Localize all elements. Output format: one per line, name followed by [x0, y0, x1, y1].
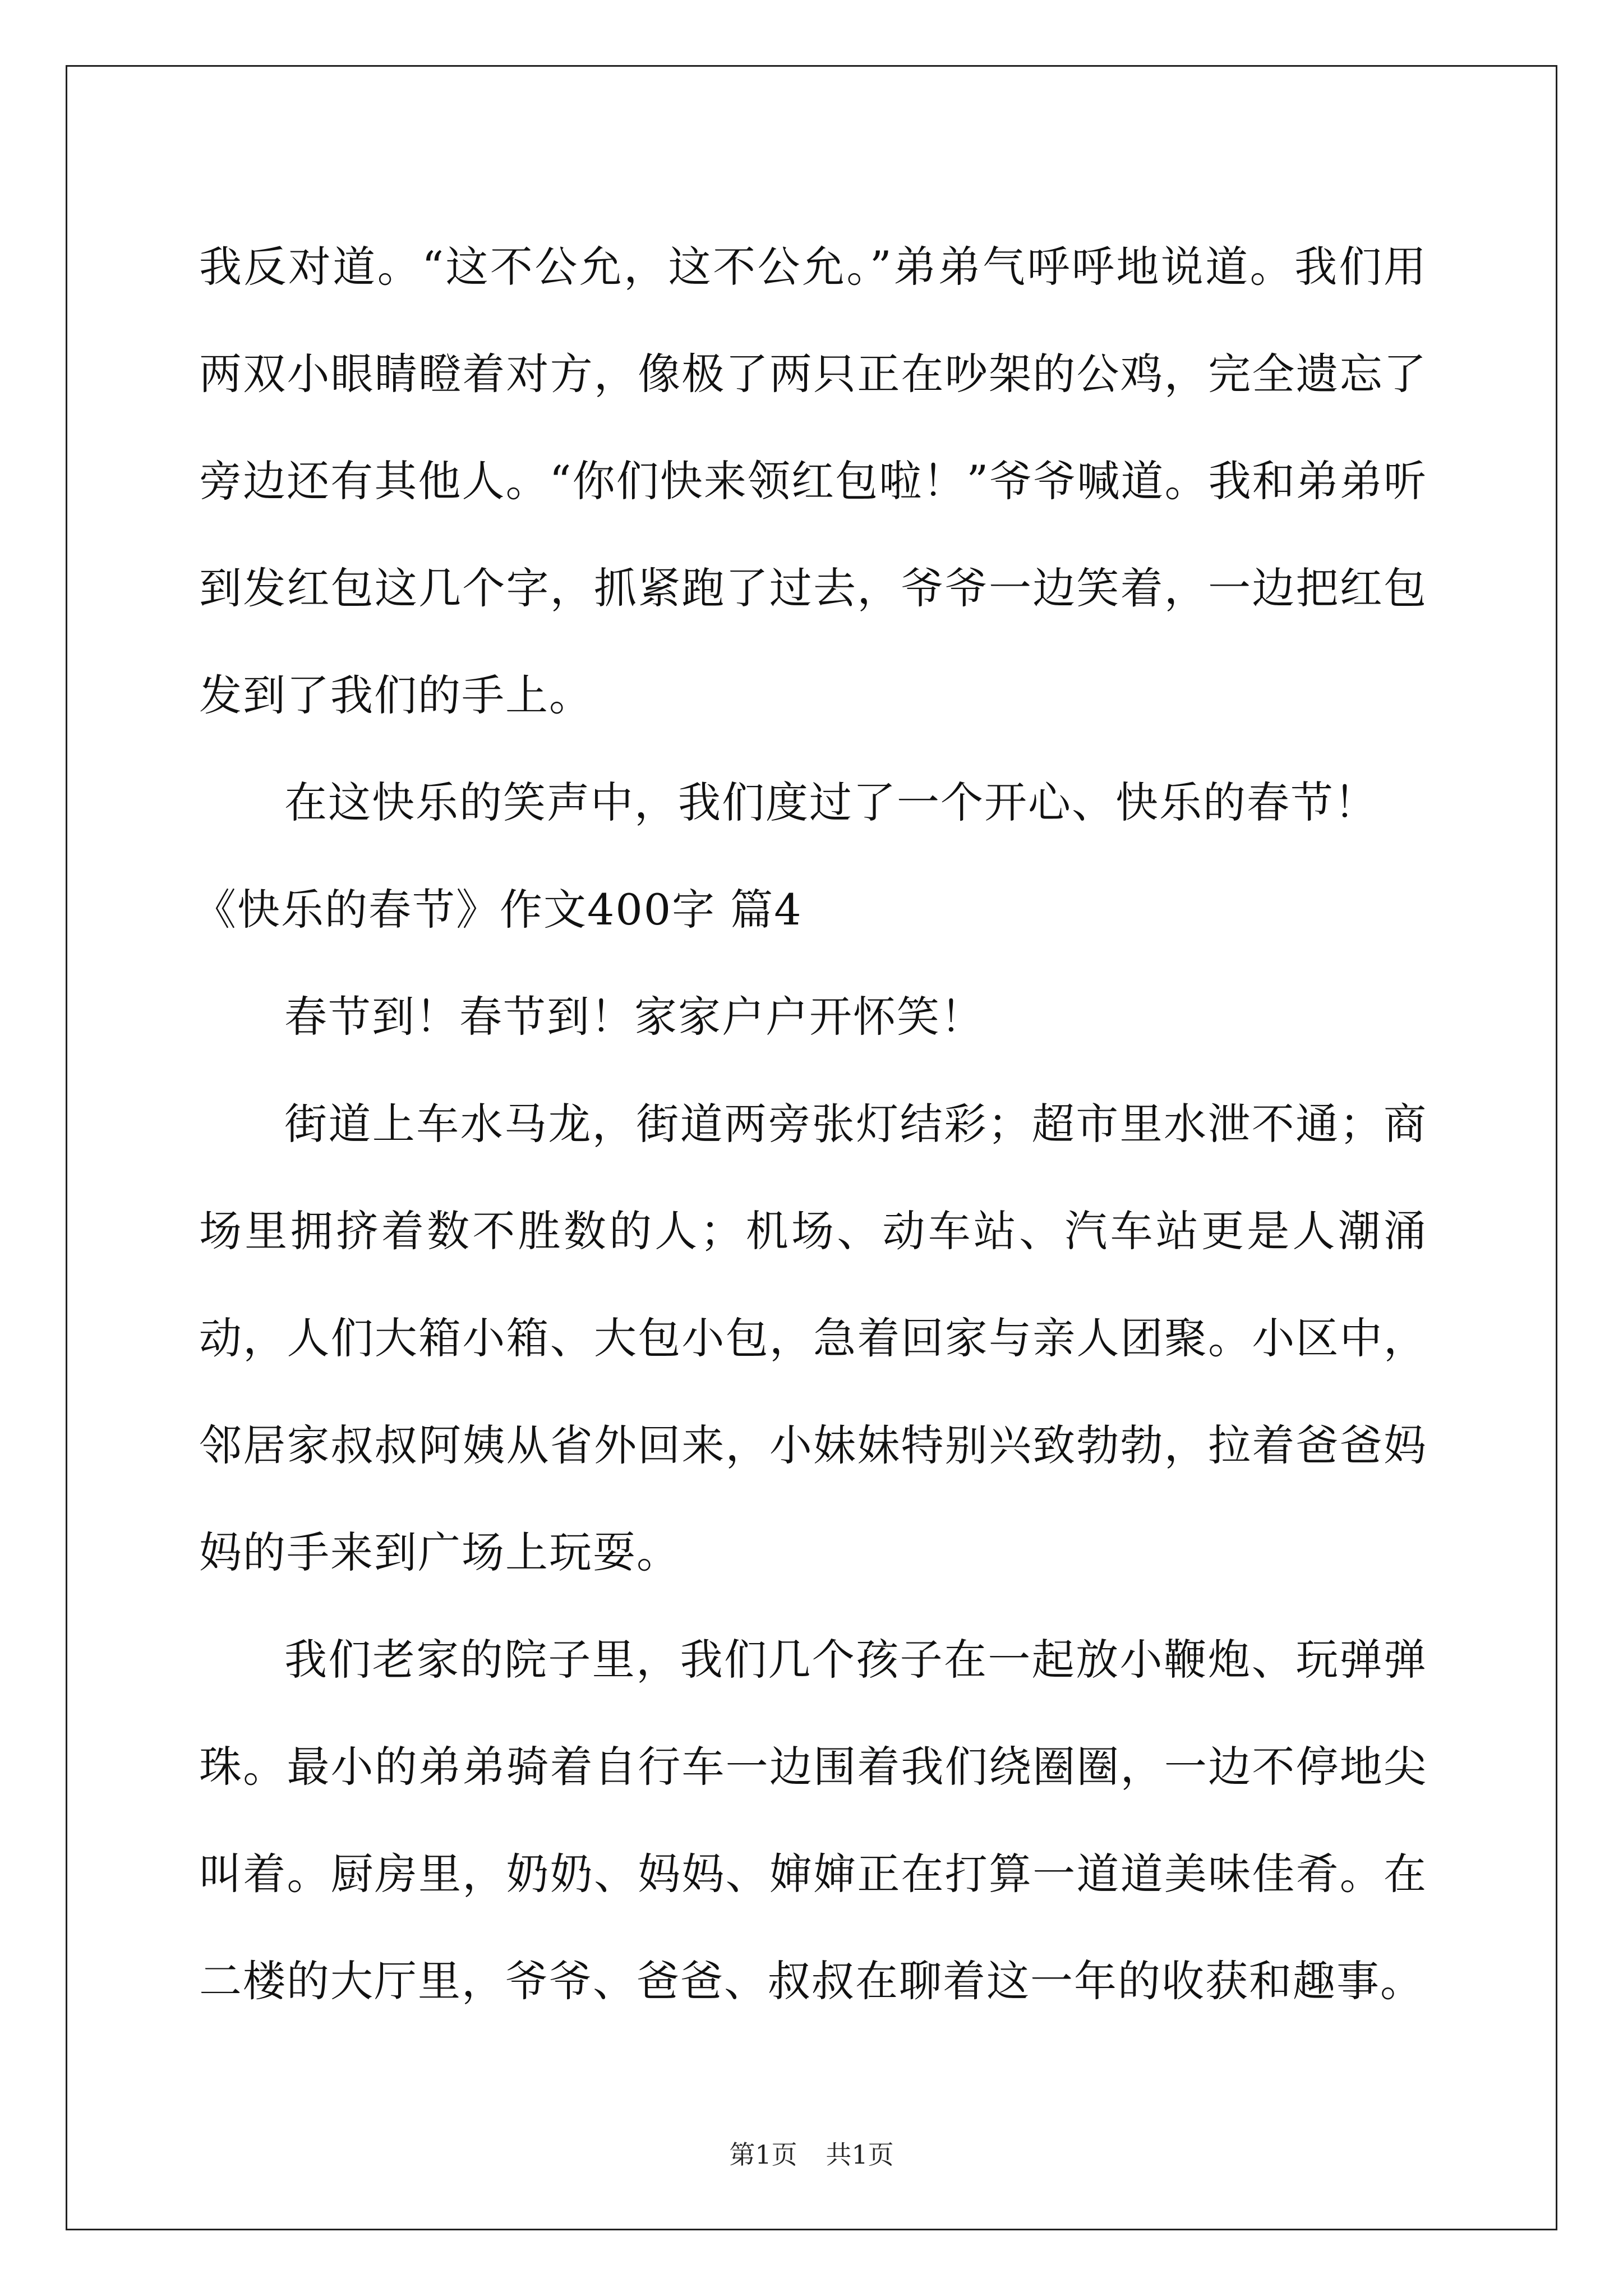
paragraph-2 [199, 749, 1427, 856]
page-total: 共1页 [826, 2139, 894, 2170]
paragraph-3-text: 春节到！春节到！家家户户开怀笑！ [284, 992, 984, 1042]
page-footer [0, 2134, 1623, 2171]
paragraph-5 [199, 1606, 1427, 2035]
section-title: 《快乐的春节》作文400字 篇4 [193, 885, 803, 935]
paragraph-1 [199, 213, 1427, 749]
paragraph-2-text: 在这快乐的笑声中，我们度过了一个开心、快乐的春节！ [284, 777, 1378, 827]
paragraph-5-text: 我们老家的院子里，我们几个孩子在一起放小鞭炮、玩弹弹珠。最小的弟弟骑着自行车一边围着我们绕圈圈，一边不停地尖叫着。厨房里，奶奶、妈妈、婶婶正在打算一道道美味佳肴。在二楼的大厅里，爷爷、爸爸、叔叔在聊着这一年的收获和趣事。 [199, 1635, 1427, 2006]
paragraph-1-text: 我反对道。“这不公允，这不公允。”弟弟气呼呼地说道。我们用两双小眼睛瞪着对方，像极了两只正在吵架的公鸡，完全遗忘了旁边还有其他人。“你们快来领红包啦！”爷爷喊道。我和弟弟听到发红包这几个字，抓紧跑了过去，爷爷一边笑着，一边把红包发到了我们的手上。 [199, 242, 1427, 720]
paragraph-4 [199, 1070, 1427, 1606]
paragraph-4-text: 街道上车水马龙，街道两旁张灯结彩；超市里水泄不通；商场里拥挤着数不胜数的人；机场、动车站、汽车站更是人潮涌动，人们大箱小箱、大包小包，急着回家与亲人团聚。小区中，邻居家叔叔阿姨从省外回来，小妹妹特别兴致勃勃，拉着爸爸妈妈的手来到广场上玩耍。 [199, 1099, 1427, 1577]
page-number: 第1页 [729, 2139, 797, 2170]
paragraph-3 [199, 963, 1427, 1070]
